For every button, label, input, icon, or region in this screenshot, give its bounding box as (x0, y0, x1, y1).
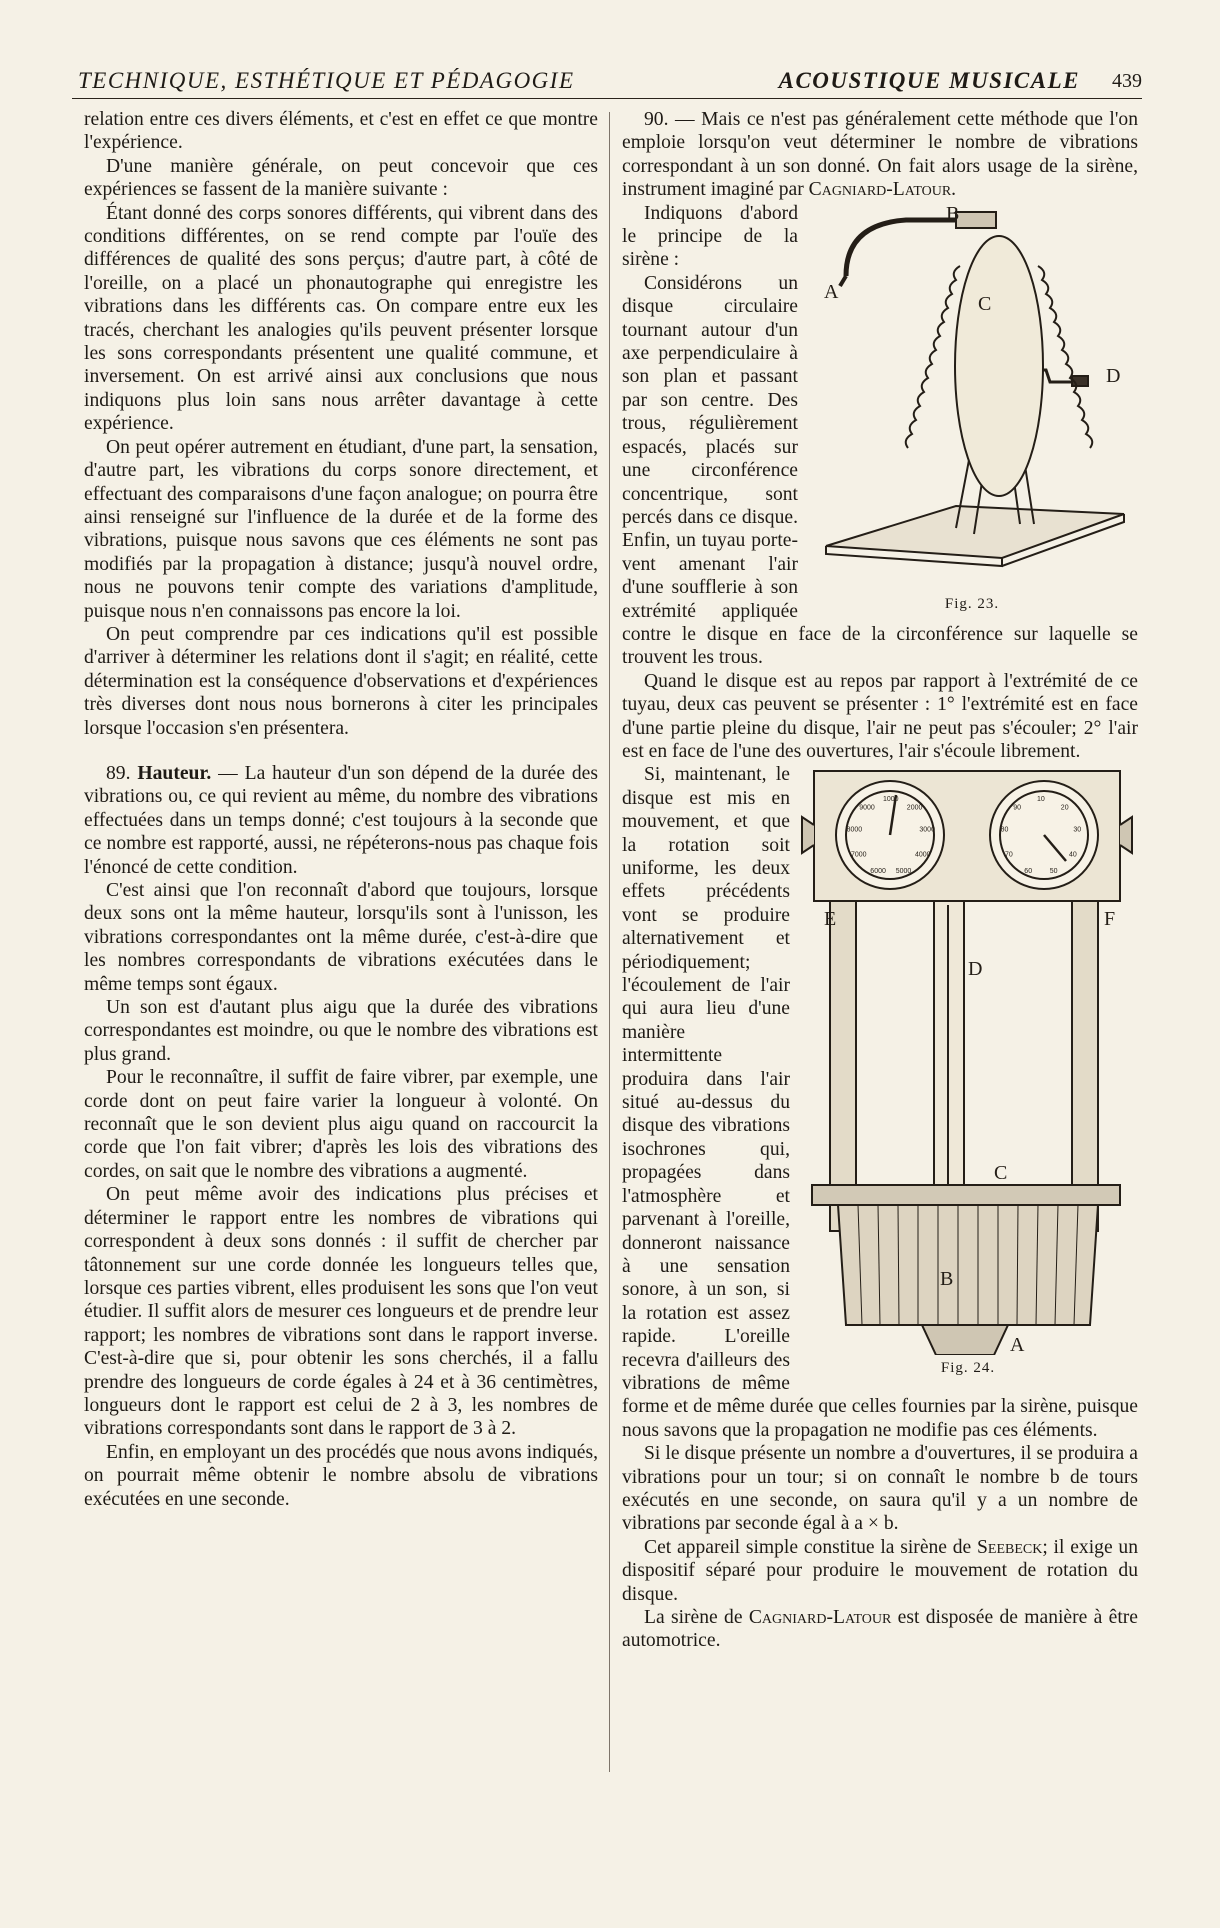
dial-mark: 10 (1037, 796, 1045, 804)
label-c: C (994, 1162, 1008, 1185)
label-b: B (946, 205, 960, 225)
paragraph: Si le disque présente un nombre a d'ouvertures, il se produira a vibrations pour un tour; si on connaît le nombre b de tours exécutés en une seconde, on saura qu'il y a un nombre de vibrations par seconde égal à a × b. (622, 1443, 1138, 1535)
dial-mark: 2000 (906, 805, 923, 813)
label-d: D (1106, 364, 1121, 387)
cagniard-latour-siren-illustration (798, 765, 1138, 1355)
section-number: 89. (106, 762, 131, 784)
dial-mark: 6000 (870, 868, 886, 876)
column-divider (609, 112, 610, 1772)
label-f: F (1104, 908, 1116, 931)
page-number: 439 (1112, 70, 1142, 92)
figure-caption: Fig. 24. (940, 1360, 996, 1377)
section-89 (84, 762, 598, 879)
running-head-left: TECHNIQUE, ESTHÉTIQUE ET PÉDAGOGIE (78, 68, 575, 93)
right-column (622, 108, 1138, 1653)
paragraph: D'une manière générale, on peut concevoir que ces expériences se fassent de la manière suivante : (84, 155, 598, 201)
figure-24 (798, 765, 1138, 1380)
dial-mark: 30 (1073, 826, 1082, 834)
label-e: E (824, 908, 837, 931)
dial-mark: 60 (1024, 868, 1033, 876)
author-name: Cagniard-Latour (808, 179, 952, 201)
paragraph: Pour le reconnaître, il suffit de faire vibrer, par exemple, une corde dont on peut faire varier la longueur à volonté. On reconnaît que le son devient plus aigu quand on raccourcit la corde que l'on fait vibrer; d'après les lois des vibrations des cordes, on sait que le nombre des vibrations a augmenté. (84, 1067, 598, 1182)
section-text: 90. — Mais ce n'est pas généralement cette méthode que l'on emploie lorsqu'on veut déterminer le nombre de vibrations correspondant à un son donné. On fait alors usage de la sirène, instrument imaginé par (622, 109, 1138, 201)
label-a: A (1010, 1334, 1025, 1356)
dial-mark: 50 (1049, 868, 1058, 876)
text: est disposée de manière à être automotrice. (622, 1607, 1138, 1652)
dial-mark: 20 (1060, 805, 1069, 813)
text: Cet appareil simple constitue la sirène de (644, 1536, 978, 1558)
dial-mark: 40 (1069, 851, 1077, 859)
running-head (72, 66, 1142, 99)
paragraph: On peut opérer autrement en étudiant, d'une part, la sensation, d'autre part, les vibrations du corps sonore directement, et effectuant des comparaisons d'une façon analogue; on pourra être ainsi renseigné sur l'influence de la durée et de la forme des vibrations, puisque nous savons que ces éléments ne sont pas modifiés par la propagation à distance; jusqu'à nouvel ordre, nous ne pouvons tenir compte des variations d'amplitude, puisque nous n'en connaissons pas encore la loi. (84, 436, 598, 622)
section-text: — La hauteur d'un son dépend de la durée des vibrations ou, ce qui revient au même, du nombre des vibrations effectuées dans un temps donné; c'est toujours à la seconde que ce nombre est rapporté, aussi, ne répéterons-nous pas chaque fois l'énoncé de cette condition. (84, 762, 599, 878)
paragraph (622, 1536, 1138, 1606)
dial-mark: 3000 (919, 826, 935, 834)
running-head-right: ACOUSTIQUE MUSICALE (778, 68, 1080, 93)
paragraph: Considérons un disque circulaire tournant autour d'un axe perpendiculaire à son plan et passant par son centre. Des trous, régulièrement espacés, placés sur une circonférence concentrique, sont percés dans ce disque. Enfin, un tuyau porte-vent amenant l'air d'une soufflerie à son extrémité appliquée contre le disque en face de la circonférence sur laquelle se trouvent les trous. (622, 272, 1138, 669)
label-d: D (968, 958, 983, 981)
paragraph: Étant donné des corps sonores différents, qui vibrent dans des conditions différentes, on se rend compte par l'ouïe des différences de qualité des sons perçus; d'autre part, à côté de l'oreille, on a placé un phonautographe qui enregistre les vibrations dans les différents cas. On compare entre eux les tracés, cherchant les analogies qu'ils peuvent présenter lorsque les sons correspondants présentent une qualité commune, et inversement. On est arrivé ainsi aux conclusions que nous indiquons plus loin sans nous arrêter davantage à cette expérience. (84, 202, 598, 435)
paragraph: C'est ainsi que l'on reconnaît d'abord que toujours, lorsque deux sons ont la même hauteur, lorsqu'ils sont à l'unisson, les vibrations correspondantes ont la même durée, c'est-à-dire que les nombres correspondants de vibrations exécutées dans le même temps sont égaux. (84, 880, 598, 995)
paragraph: Si, maintenant, le disque est mis en mouvement, et que la rotation soit uniforme, les deux effets précédents vont se produire alternativement et périodiquement; l'écoulement de l'air qui aura lieu d'une manière intermittente produira dans l'air situé au-dessus du disque des vibrations isochrones qui, propagées dans l'atmosphère et parvenant à l'oreille, donneront naissance à une sensation sonore, à un son, si la rotation est assez rapide. L'oreille recevra d'ailleurs des vibrations de même forme et de même durée que celles fournies par la sirène, puisque nous savons que la propagation ne modifie pas ces éléments. (622, 764, 1138, 1441)
paragraph (622, 1606, 1138, 1653)
author-name: Seebeck (977, 1536, 1043, 1558)
text: La sirène de (644, 1607, 749, 1628)
author-name: Cagniard-Latour (748, 1607, 892, 1628)
siren-principle-illustration (806, 206, 1138, 591)
left-column (84, 108, 598, 1511)
dial-mark: 5000 (895, 868, 912, 876)
paragraph: Indiquons d'abord le principe de la sirène : (622, 202, 798, 271)
dial-mark: 4000 (915, 851, 931, 859)
dial-mark: 1000 (883, 796, 899, 804)
label-b: B (940, 1268, 954, 1291)
punctuation: . (951, 179, 957, 201)
paragraph: On peut comprendre par ces indications qu'il est possible d'arriver à déterminer les relations dont il s'agit; en réalité, cette détermination est la conséquence d'observations et d'expériences très diverses dont nous nous bornerons à citer les principales lorsque l'occasion s'en présentera. (84, 623, 598, 739)
paragraph: Un son est d'autant plus aigu que la durée des vibrations correspondantes est moindre, ou que le nombre des vibrations est plus grand. (84, 997, 598, 1065)
label-a: A (824, 280, 839, 303)
paragraph: Quand le disque est au repos par rapport à l'extrémité de ce tuyau, deux cas peuvent se présenter : 1° l'extrémité est en face d'une partie pleine du disque, l'air ne peut pas s'écouler; 2° l'air est en face de l'une des ouvertures, l'air s'écoule librement. (622, 670, 1138, 762)
dial-mark: 9000 (859, 805, 875, 813)
dial-mark: 80 (1000, 826, 1009, 834)
text: ; il exige un dispositif séparé pour produire le mouvement de rotation du disque. (622, 1536, 1138, 1605)
dial-mark: 70 (1005, 851, 1013, 859)
paragraph: Enfin, en employant un des procédés que nous avons indiqués, on pourrait même obtenir le nombre absolu de vibrations exécutées en une seconde. (84, 1441, 598, 1510)
figure-caption: Fig. 23. (944, 595, 1000, 612)
dial-mark: 90 (1013, 805, 1021, 813)
dial-mark: 7000 (851, 851, 867, 859)
figure-23 (806, 206, 1138, 616)
paragraph: On peut même avoir des indications plus précises et déterminer le rapport entre les nombres de vibrations qui correspondent à deux sons donnés : il suffit de chercher par tâtonnement sur une corde donnée les longueurs telles que, lorsque ces parties vibrent, elles produisent les sons que l'on veut étudier. Il suffit alors de mesurer ces longueurs et de prendre leur rapport; les nombres de vibrations sont dans le rapport inverse. C'est-à-dire que si, pour obtenir les sons cherchés, il a fallu prendre des longueurs de corde égales à 24 et à 36 centimètres, longueurs dont le rapport est celui de 2 à 3, les nombres de vibrations correspondants sont dans le rapport de 3 à 2. (84, 1184, 598, 1440)
paragraph: relation entre ces divers éléments, et c'est en effet ce que montre l'expérience. (84, 109, 598, 154)
section-90 (622, 108, 1138, 202)
label-c: C (978, 292, 992, 315)
section-title: Hauteur. (137, 762, 212, 784)
dial-mark: 8000 (846, 826, 863, 834)
